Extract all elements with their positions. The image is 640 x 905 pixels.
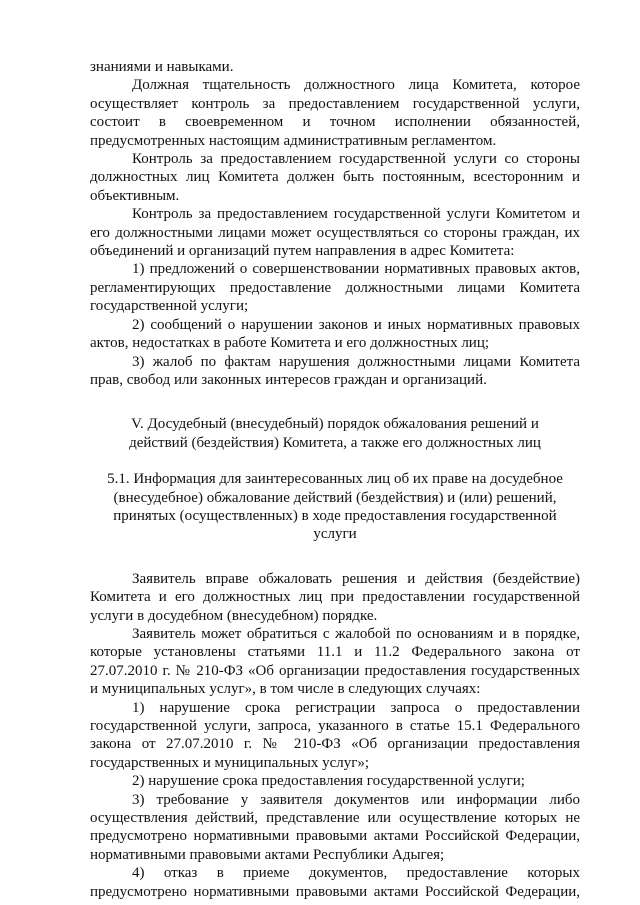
- list-item-refusal: 4) отказ в приеме документов, предоставление которых предусмотрено нормативными правовыми актами Российской Федерации,: [90, 865, 580, 900]
- list-item-extra-documents: 3) требование у заявителя документов или информации либо осуществления действий, представление или осуществление которых не предусмотрено нормативными правовыми актами Российской Федерации, нормативными правовыми актами Республики Адыгея;: [90, 791, 580, 863]
- spacer: [90, 452, 580, 470]
- list-item-registration-deadline: 1) нарушение срока регистрации запроса о предоставлении государственной услуги, запроса, указанного в статье 15.1 Федерального закона от 27.07.2010 г. № 210-ФЗ «Об организации предоставления государственных и муниципальных услуг»;: [90, 699, 580, 771]
- section-heading: V. Досудебный (внесудебный) порядок обжалования решений и действий (бездействия) Комитета, а также его должностных лиц: [129, 416, 541, 451]
- paragraph-right-to-appeal: Заявитель вправе обжаловать решения и действия (бездействие) Комитета и его должностных лиц при предоставлении государственной услуги в досудебном (внесудебном) порядке.: [90, 570, 580, 624]
- list-item-complaints: 3) жалоб по фактам нарушения должностными лицами Комитета прав, свобод или законных интересов граждан и организаций.: [90, 353, 580, 388]
- paragraph-control-officials: Контроль за предоставлением государственной услуги со стороны должностных лиц Комитета должен быть постоянным, всесторонним и объективным.: [90, 151, 580, 204]
- subsection-heading: 5.1. Информация для заинтересованных лиц об их праве на досудебное (внесудебное) обжалование действий (бездействия) и (или) решений, принятых (осуществленных) в ходе предоставления государственной услуги: [107, 471, 563, 543]
- paragraph-continuation: знаниями и навыками.: [90, 59, 234, 75]
- list-item-proposals: 1) предложений о совершенствовании нормативных правовых актов, регламентирующих предоставление должностными лицами Комитета государственной услуги;: [90, 261, 580, 315]
- list-item-reports: 2) сообщений о нарушении законов и иных нормативных правовых актов, недостатках в работе Комитета и его должностных лиц;: [90, 316, 580, 352]
- paragraph-complaint-grounds: Заявитель может обратиться с жалобой по основаниям и в порядке, которые установлены статьями 11.1 и 11.2 Федерального закона от 27.07.2010 г. № 210-ФЗ «Об организации предоставления государственных и муниципальных услуг», в том числе в следующих случаях:: [90, 625, 580, 698]
- spacer: [90, 389, 580, 415]
- paragraph-diligence: Должная тщательность должностного лица Комитета, которое осуществляет контроль за предоставлением государственной услуги, состоит в своевременном и точном исполнении обязанностей, предусмотренных настоящим административным регламентом.: [90, 77, 580, 149]
- paragraph-control-citizens: Контроль за предоставлением государственной услуги Комитетом и его должностными лицами может осуществляться со стороны граждан, их объединений и организаций путем направления в адрес Комитета:: [90, 206, 580, 260]
- document-page: [90, 58, 580, 901]
- spacer: [90, 544, 580, 570]
- list-item-service-deadline: 2) нарушение срока предоставления государственной услуги;: [132, 773, 525, 790]
